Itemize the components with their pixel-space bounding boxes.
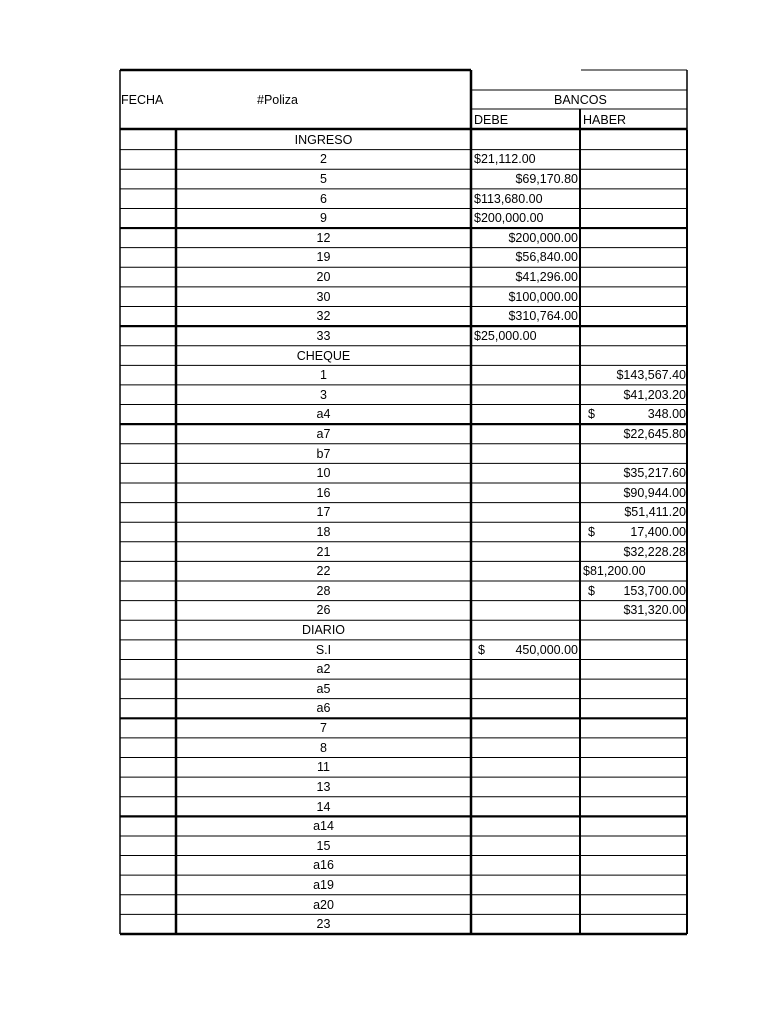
debe-cell: $113,680.00 [474, 191, 543, 206]
poliza-cell: 21 [316, 544, 331, 559]
poliza-cell: 1 [320, 368, 327, 383]
header-haber: HABER [583, 113, 627, 127]
poliza-cell: a2 [316, 662, 331, 677]
haber-cell: $41,203.20 [623, 387, 686, 402]
poliza-cell: 2 [320, 152, 327, 167]
header-bancos: BANCOS [554, 93, 607, 107]
poliza-cell: 30 [316, 289, 331, 304]
poliza-cell: 12 [316, 230, 331, 245]
header-debe: DEBE [474, 113, 509, 127]
haber-cell: $35,217.60 [623, 466, 686, 481]
poliza-cell: b7 [316, 446, 331, 461]
poliza-cell: 33 [316, 328, 331, 343]
haber-currency-sign: $ [588, 407, 595, 422]
header-fecha: FECHA [121, 93, 164, 107]
poliza-cell: 13 [316, 779, 331, 794]
poliza-cell: a14 [313, 819, 334, 834]
poliza-cell: 8 [320, 740, 327, 755]
haber-cell: 153,700.00 [623, 583, 686, 598]
debe-cell: $200,000.00 [508, 230, 578, 245]
haber-cell: $51,411.20 [624, 505, 686, 520]
debe-cell: 450,000.00 [515, 642, 578, 657]
haber-cell: 17,400.00 [630, 525, 686, 539]
poliza-cell: a5 [316, 681, 331, 696]
poliza-cell: 32 [316, 309, 331, 324]
haber-currency-sign: $ [588, 583, 595, 598]
poliza-cell: 28 [316, 583, 331, 598]
poliza-cell: 20 [316, 270, 331, 285]
poliza-cell: S.I [315, 642, 332, 657]
poliza-cell: a6 [316, 701, 331, 716]
poliza-cell: 26 [316, 603, 331, 618]
poliza-cell: 14 [316, 799, 331, 814]
haber-cell: $143,567.40 [616, 368, 686, 383]
poliza-cell: a4 [316, 407, 331, 422]
poliza-cell: 16 [316, 485, 331, 500]
haber-cell: 348.00 [647, 407, 686, 422]
debe-cell: $25,000.00 [474, 328, 537, 343]
debe-cell: $69,170.80 [515, 172, 578, 187]
poliza-cell: a20 [313, 897, 334, 912]
haber-cell: $81,200.00 [583, 564, 646, 579]
debe-cell: $100,000.00 [508, 289, 578, 304]
haber-currency-sign: $ [588, 525, 595, 539]
poliza-cell: 11 [317, 760, 330, 775]
poliza-cell: DIARIO [301, 623, 346, 638]
poliza-cell: 3 [320, 387, 327, 402]
header-poliza: #Poliza [257, 93, 298, 107]
poliza-cell: 19 [316, 250, 331, 265]
haber-cell: $31,320.00 [623, 603, 686, 618]
poliza-cell: 9 [320, 211, 327, 226]
poliza-cell: 6 [320, 191, 327, 206]
debe-cell: $310,764.00 [508, 309, 578, 324]
poliza-cell: 10 [316, 466, 331, 481]
poliza-cell: 23 [316, 917, 331, 932]
debe-cell: $56,840.00 [515, 250, 578, 265]
poliza-cell: 18 [316, 525, 331, 539]
poliza-cell: 17 [316, 505, 331, 520]
debe-cell: $200,000.00 [474, 211, 544, 226]
poliza-cell: 15 [316, 838, 331, 853]
debe-currency-sign: $ [478, 642, 485, 657]
poliza-cell: a16 [313, 858, 334, 873]
haber-cell: $32,228.28 [623, 544, 686, 559]
poliza-cell: 5 [320, 172, 327, 187]
haber-cell: $90,944.00 [623, 485, 686, 500]
haber-cell: $22,645.80 [623, 426, 686, 441]
poliza-cell: a7 [316, 426, 331, 441]
poliza-cell: INGRESO [294, 132, 353, 147]
poliza-cell: CHEQUE [296, 348, 351, 363]
debe-cell: $41,296.00 [515, 270, 578, 285]
poliza-cell: a19 [313, 877, 334, 892]
poliza-cell: 22 [316, 564, 331, 579]
debe-cell: $21,112.00 [474, 152, 536, 167]
poliza-cell: 7 [320, 721, 327, 736]
